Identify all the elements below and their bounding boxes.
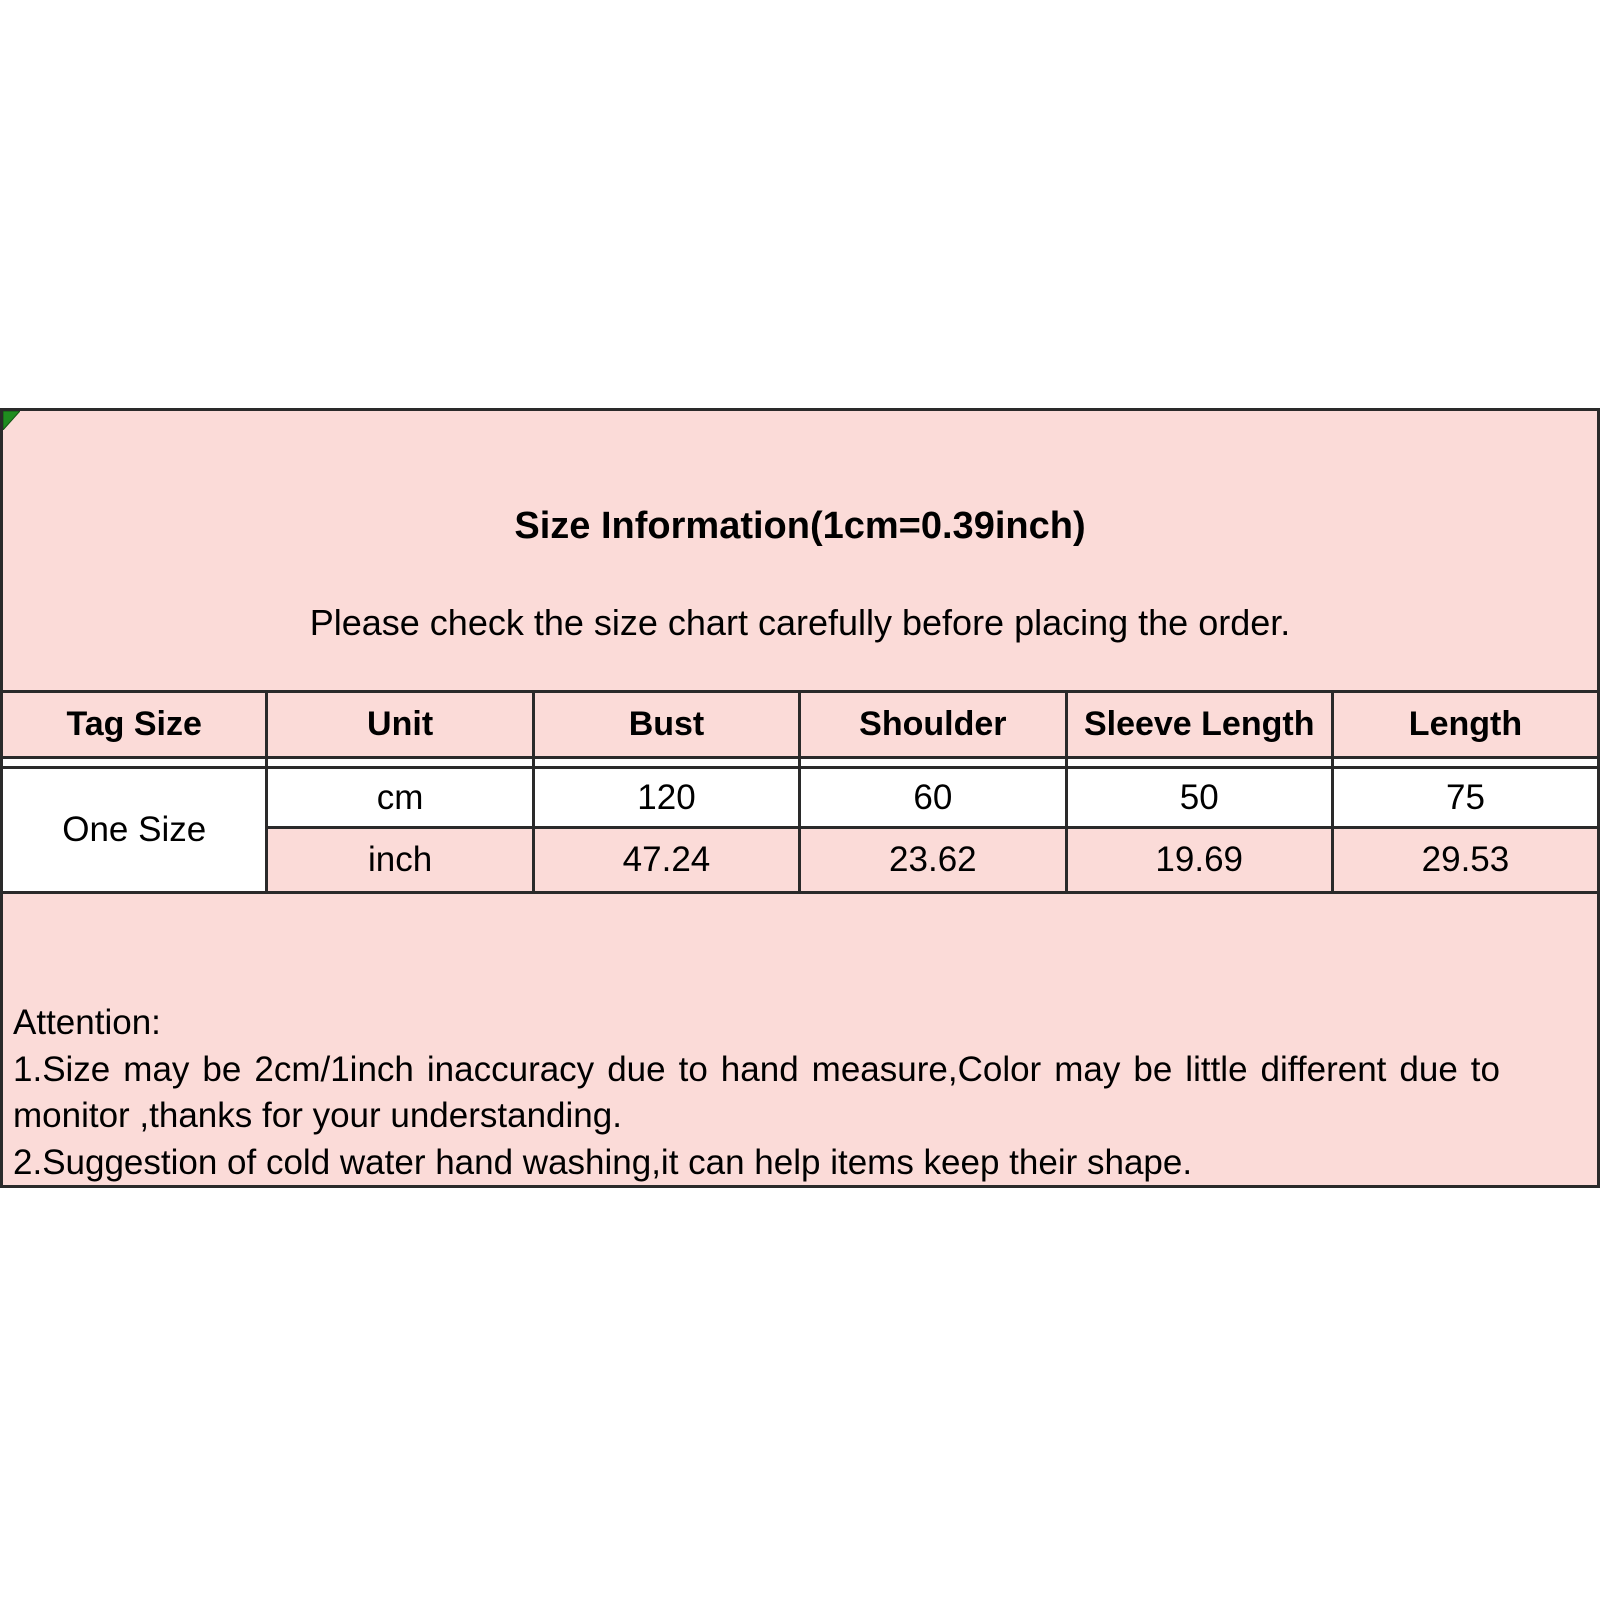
cell-inch-sleeve-length: 19.69 [1066, 828, 1332, 893]
cell-cm-length: 75 [1332, 768, 1598, 828]
size-table [0, 690, 1600, 894]
cell-cm-bust: 120 [533, 768, 799, 828]
header-cell-bust: Bust [533, 692, 799, 758]
cell-inch-shoulder: 23.62 [800, 828, 1066, 893]
cell-inch-length: 29.53 [1332, 828, 1598, 893]
header-cell-shoulder: Shoulder [800, 692, 1066, 758]
size-chart-panel [0, 408, 1600, 1188]
attention-block [13, 1000, 1500, 1186]
cell-inch-unit: inch [267, 828, 533, 893]
green-corner-icon [3, 411, 20, 430]
attention-note-2: 2.Suggestion of cold water hand washing,it can help items keep their shape. [13, 1142, 1193, 1182]
attention-heading: Attention: [13, 1003, 161, 1042]
header-cell-sleeve-length: Sleeve Length [1066, 692, 1332, 758]
header-cell-length: Length [1332, 692, 1598, 758]
cell-cm-shoulder: 60 [800, 768, 1066, 828]
header-cell-unit: Unit [267, 692, 533, 758]
size-chart-subtitle: Please check the size chart carefully before placing the order. [309, 602, 1291, 643]
cell-cm-unit: cm [267, 768, 533, 828]
size-information-title: Size Information(1cm=0.39inch) [514, 505, 1086, 547]
cell-tag-one-size: One Size [2, 768, 267, 893]
size-table-header-row [2, 692, 1599, 758]
size-row-cm [2, 768, 1599, 828]
cell-cm-sleeve-length: 50 [1066, 768, 1332, 828]
double-rule-gap-row [2, 758, 1599, 768]
cell-inch-bust: 47.24 [533, 828, 799, 893]
attention-note-1: 1.Size may be 2cm/1inch inaccuracy due to hand measure,Color may be little different due to monitor ,thanks for your understanding. [13, 1049, 1500, 1135]
header-cell-tag-size: Tag Size [2, 692, 267, 758]
